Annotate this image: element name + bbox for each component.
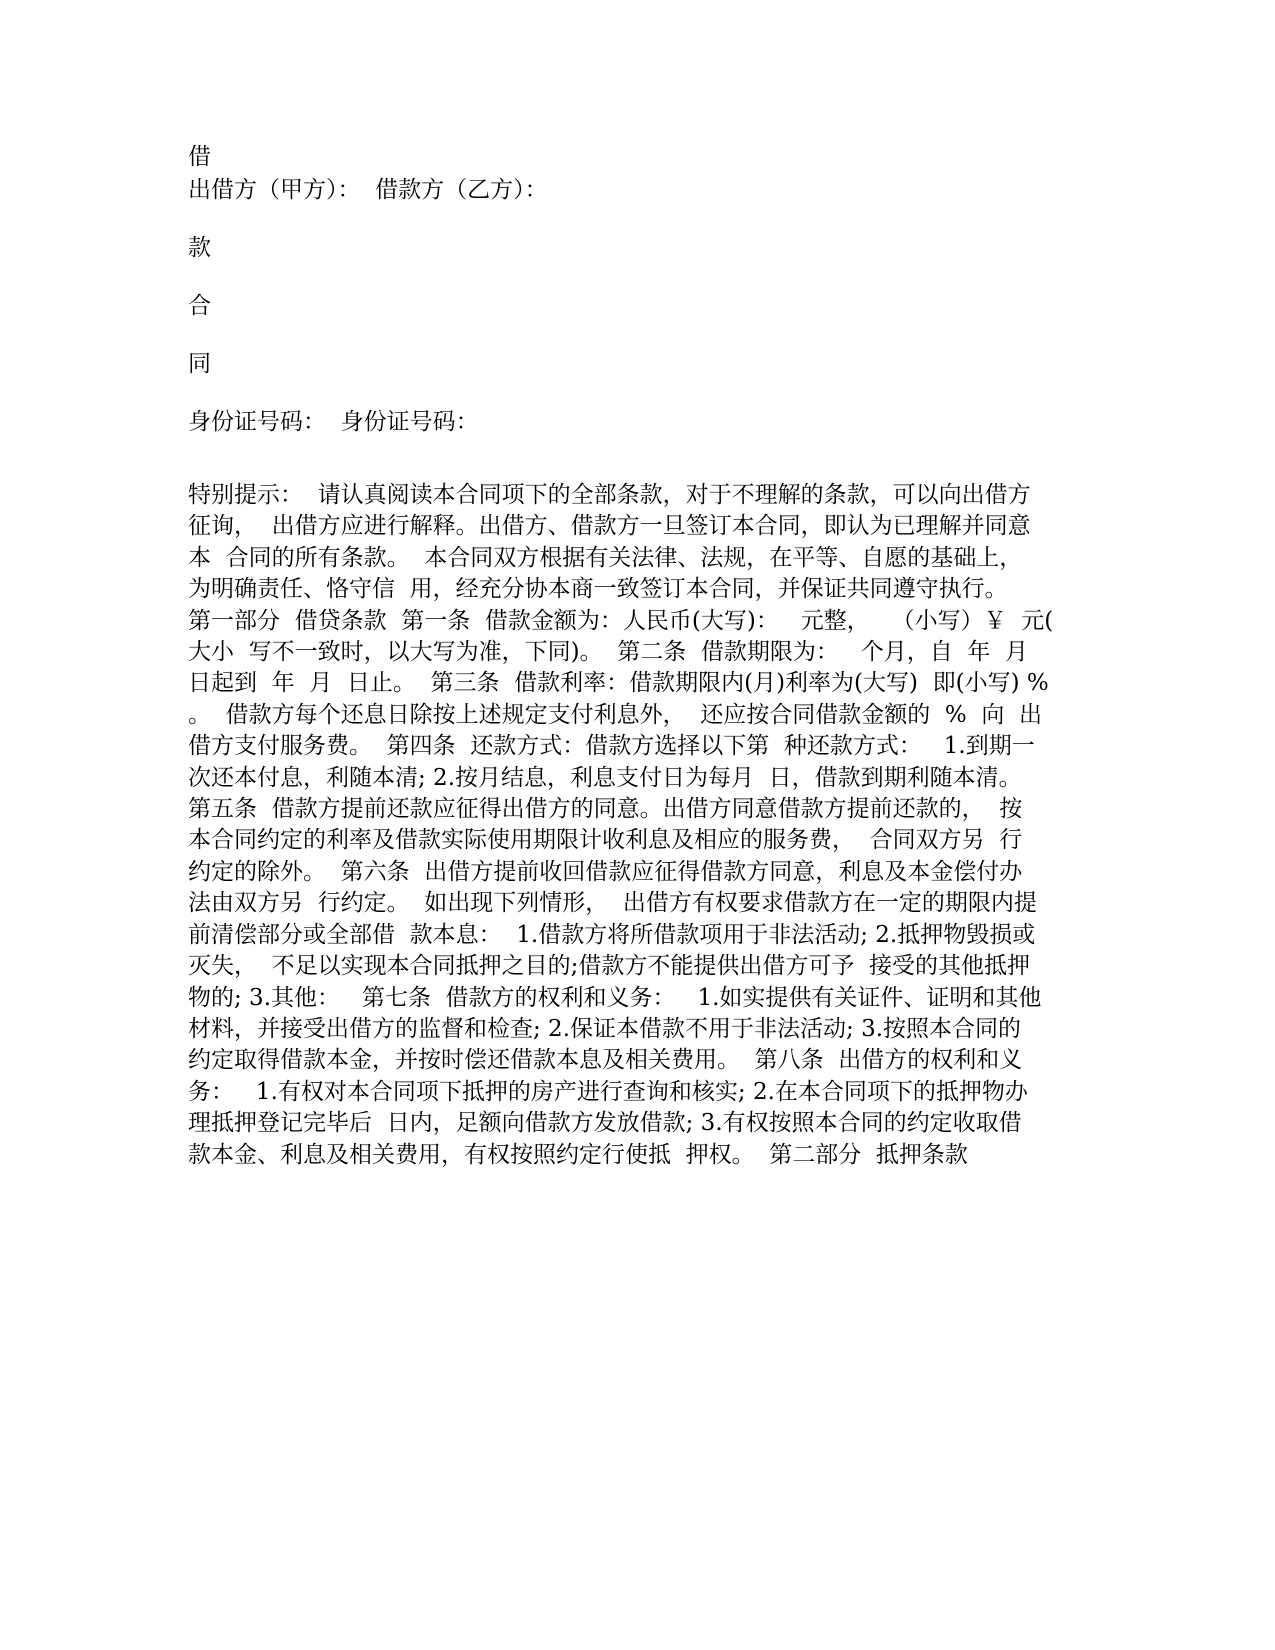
body-line-1: 特别提示： 请认真阅读本合同项下的全部条款，对于不理解的条款，可以向出借方 — [188, 482, 1031, 508]
parties-line: 出借方（甲方）： 借款方（乙方）： — [188, 177, 548, 203]
body-line-4: 为明确责任、恪守信 用，经充分协本商一致签订本合同，并保证共同遵守执行。 — [188, 576, 1008, 603]
body-line-5: 第一部分 借贷条款 第一条 借款金额为：人民币(大写)： 元整， （小写）￥ 元( — [188, 607, 1054, 634]
body-line-14: 法由双方另 行约定。 如出现下列情形， 出借方有权要求借款方在一定的期限内提 — [188, 890, 1037, 917]
body-line-18: 材料，并接受出借方的监督和检查; 2.保证本借款不用于非法活动; 3.按照本合同的 — [188, 1015, 1022, 1042]
body-line-20: 务： 1.有权对本合同项下抵押的房产进行查询和核实; 2.在本合同项下的抵押物办 — [188, 1078, 1028, 1105]
body-line-21: 理抵押登记完毕后 日内，足额向借款方发放借款; 3.有权按照本合同的约定收取借 — [188, 1110, 1022, 1137]
contract-body — [188, 480, 1108, 1171]
body-line-9: 借方支付服务费。 第四条 还款方式：借款方选择以下第 种还款方式： 1.到期一 — [188, 733, 1035, 760]
body-line-2: 征询， 出借方应进行解释。出借方、借款方一旦签订本合同，即认为已理解并同意 — [188, 513, 1031, 540]
body-line-15: 前清偿部分或全部借 款本息： 1.借款方将所借款项用于非法活动; 2.抵押物毁损或 — [188, 921, 1036, 948]
title-char-1: 借 — [188, 144, 211, 170]
body-line-16: 灭失， 不足以实现本合同抵押之目的;借款方不能提供出借方可予 接受的其他抵押 — [188, 953, 1030, 980]
title-char-3: 合 — [188, 293, 211, 319]
id-number-line: 身份证号码： 身份证号码： — [188, 409, 479, 435]
title-char-2: 款 — [188, 235, 211, 261]
body-line-11: 第五条 借款方提前还款应征得出借方的同意。出借方同意借款方提前还款的， 按 — [188, 796, 1023, 823]
body-line-8: 。 借款方每个还息日除按上述规定支付利息外， 还应按合同借款金额的 % 向 出 — [188, 701, 1042, 728]
body-line-12: 本合同约定的利率及借款实际使用期限计收利息及相应的服务费， 合同双方另 行 — [188, 827, 1023, 854]
body-line-22: 款本金、利息及相关费用，有权按照约定行使抵 押权。 第二部分 抵押条款 — [188, 1141, 968, 1168]
body-line-10: 次还本付息，利随本清; 2.按月结息，利息支付日为每月 日，借款到期利随本清。 — [188, 764, 1022, 791]
body-line-6: 大小 写不一致时，以大写为准，下同)。 第二条 借款期限为： 个月，自 年 月 — [188, 639, 1029, 666]
body-line-17: 物的; 3.其他： 第七条 借款方的权利和义务： 1.如实提供有关证件、证明和其他 — [188, 984, 1042, 1011]
body-line-19: 约定取得借款本金，并按时偿还借款本息及相关费用。 第八条 出借方的权利和义 — [188, 1047, 1023, 1074]
title-char-4: 同 — [188, 351, 211, 377]
body-line-13: 约定的除外。 第六条 出借方提前收回借款应征得借款方同意，利息及本金偿付办 — [188, 858, 1023, 885]
body-line-3: 本 合同的所有条款。 本合同双方根据有关法律、法规，在平等、自愿的基础上， — [188, 544, 1023, 571]
body-line-7: 日起到 年 月 日止。 第三条 借款利率：借款期限内(月)利率为(大写) 即(小写) % — [188, 670, 1049, 697]
